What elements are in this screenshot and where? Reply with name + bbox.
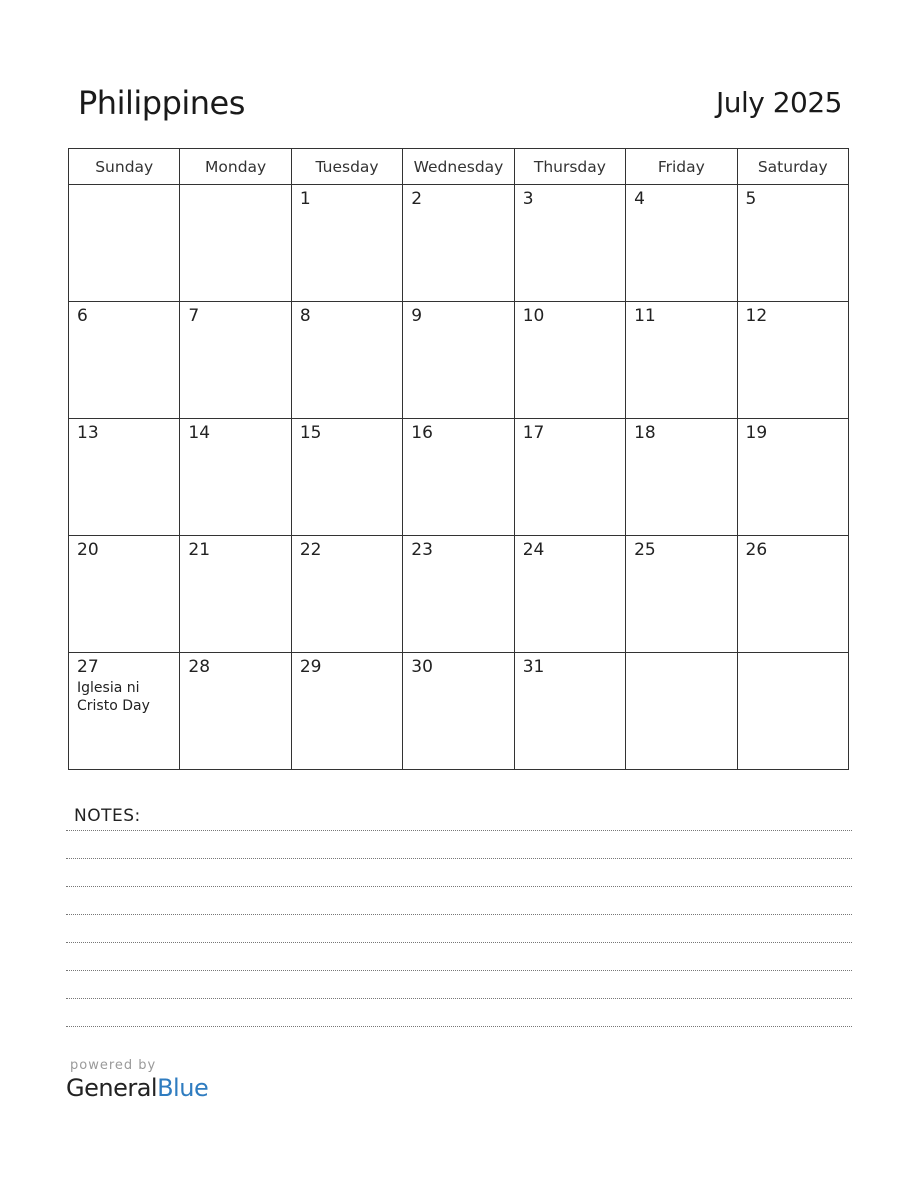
- day-cell: [180, 419, 291, 536]
- day-cell: [626, 536, 737, 653]
- day-number: 15: [299, 423, 322, 443]
- day-cell: [514, 536, 625, 653]
- day-cell: [403, 185, 514, 302]
- day-cell: [180, 185, 291, 302]
- day-number: 7: [188, 306, 200, 326]
- day-cell: [514, 653, 625, 770]
- day-number: 28: [188, 657, 211, 677]
- day-cell: [626, 419, 737, 536]
- notes-label: NOTES:: [74, 806, 141, 826]
- weekday-header: Thursday: [514, 149, 625, 185]
- day-cell: [69, 536, 180, 653]
- notes-line: [66, 886, 852, 887]
- day-number: 2: [411, 189, 423, 209]
- month-year-title: July 2025: [715, 86, 842, 119]
- day-number: [738, 653, 848, 657]
- notes-line: [66, 942, 852, 943]
- day-number: 13: [77, 423, 99, 443]
- day-number: 20: [77, 540, 99, 560]
- day-number: 17: [522, 423, 545, 443]
- country-title: Philippines: [78, 84, 245, 122]
- logo-text-blue: Blue: [157, 1074, 209, 1102]
- week-row: [69, 302, 849, 419]
- day-number: 27: [77, 657, 99, 677]
- week-row: [69, 653, 849, 770]
- day-cell: [180, 302, 291, 419]
- day-number: 14: [188, 423, 211, 443]
- day-number: 10: [522, 306, 545, 326]
- day-cell: [737, 302, 848, 419]
- calendar-grid: [68, 148, 849, 770]
- day-cell: [737, 185, 848, 302]
- day-cell: [403, 653, 514, 770]
- weekday-header: Wednesday: [403, 149, 514, 185]
- day-cell: [626, 185, 737, 302]
- day-cell: [291, 536, 402, 653]
- day-number: 25: [634, 540, 656, 560]
- day-number: 26: [745, 540, 768, 560]
- notes-line: [66, 914, 852, 915]
- day-cell: [69, 302, 180, 419]
- week-row: [69, 536, 849, 653]
- day-cell: [69, 185, 180, 302]
- day-number: 23: [411, 540, 433, 560]
- day-number: 8: [299, 306, 311, 326]
- day-number: 1: [299, 189, 311, 209]
- logo-text-general: General: [66, 1074, 158, 1102]
- day-number: 31: [522, 657, 545, 677]
- weekday-header: Tuesday: [291, 149, 402, 185]
- notes-line: [66, 830, 852, 831]
- day-cell: [626, 653, 737, 770]
- day-cell: [291, 419, 402, 536]
- day-cell: [403, 419, 514, 536]
- weekday-header: Saturday: [737, 149, 848, 185]
- day-number: 5: [745, 189, 757, 209]
- day-cell: [737, 653, 848, 770]
- day-cell: [737, 419, 848, 536]
- day-number: 6: [77, 306, 88, 326]
- day-number: 21: [188, 540, 211, 560]
- day-cell: [514, 185, 625, 302]
- day-number: 16: [411, 423, 433, 443]
- day-number: 3: [522, 189, 534, 209]
- notes-line: [66, 858, 852, 859]
- day-cell: [514, 302, 625, 419]
- day-number: 22: [299, 540, 322, 560]
- day-number: 11: [634, 306, 656, 326]
- day-cell: [403, 302, 514, 419]
- day-number: [69, 185, 179, 189]
- day-cell: [69, 419, 180, 536]
- day-cell: [180, 536, 291, 653]
- notes-line: [66, 970, 852, 971]
- day-number: [626, 653, 736, 657]
- weekday-header-row: [69, 149, 849, 185]
- day-number: 29: [299, 657, 322, 677]
- generalblue-logo: [66, 1074, 208, 1102]
- weekday-header: Sunday: [69, 149, 180, 185]
- day-cell: [514, 419, 625, 536]
- powered-by-text: powered by: [70, 1058, 157, 1073]
- day-cell: [403, 536, 514, 653]
- day-cell: [291, 302, 402, 419]
- day-cell: [69, 653, 180, 770]
- notes-line: [66, 998, 852, 999]
- week-row: [69, 185, 849, 302]
- weekday-header: Monday: [180, 149, 291, 185]
- notes-line: [66, 1026, 852, 1027]
- day-cell: [180, 653, 291, 770]
- day-number: 18: [634, 423, 656, 443]
- holiday-label: Iglesia ni Cristo Day: [77, 680, 150, 714]
- day-cell: [737, 536, 848, 653]
- weekday-header: Friday: [626, 149, 737, 185]
- day-cell: [291, 653, 402, 770]
- day-cell: [291, 185, 402, 302]
- day-number: 19: [745, 423, 768, 443]
- day-number: 24: [522, 540, 545, 560]
- day-number: 4: [634, 189, 645, 209]
- day-number: 12: [745, 306, 768, 326]
- day-number: 9: [411, 306, 423, 326]
- day-number: 30: [411, 657, 433, 677]
- day-cell: [626, 302, 737, 419]
- week-row: [69, 419, 849, 536]
- day-number: [180, 185, 290, 189]
